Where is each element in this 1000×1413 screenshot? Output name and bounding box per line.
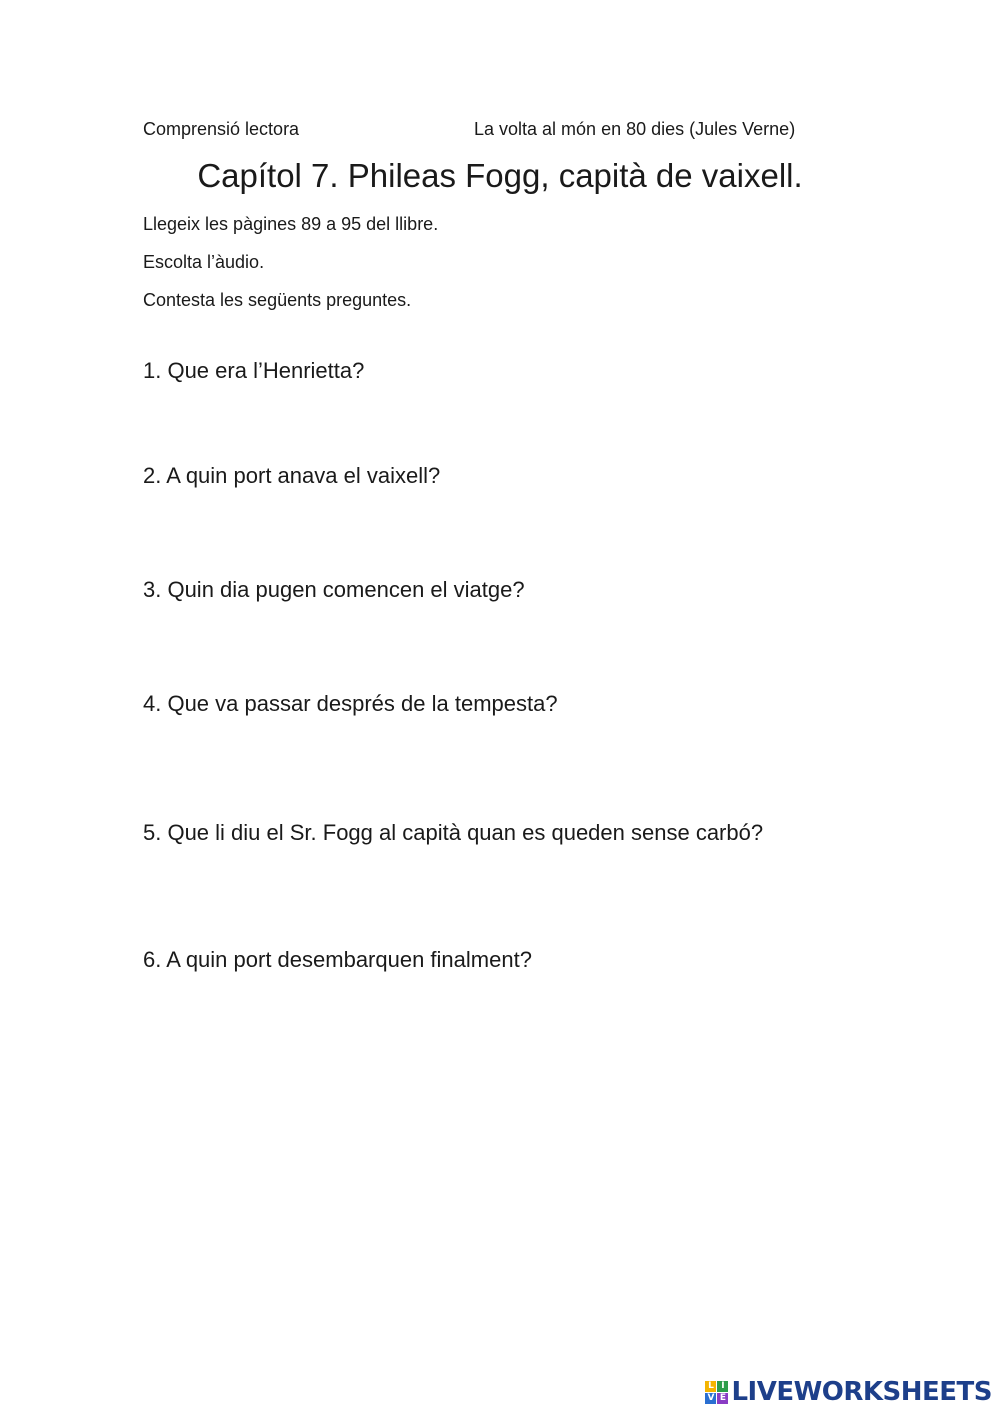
question-2: 2. A quin port anava el vaixell?: [143, 463, 441, 488]
instruction-answer: Contesta les següents preguntes.: [143, 290, 412, 310]
instruction-listen: Escolta l’àudio.: [143, 252, 265, 272]
question-1: 1. Que era l’Henrietta?: [143, 358, 365, 383]
question-4: 4. Que va passar després de la tempesta?: [143, 691, 558, 716]
liveworksheets-logo: [705, 1377, 992, 1407]
logo-text: LIVEWORKSHEETS: [731, 1377, 992, 1407]
question-6: 6. A quin port desembarquen finalment?: [143, 947, 532, 972]
header-subject: Comprensió lectora: [143, 119, 300, 139]
logo-mark-icon: [705, 1381, 728, 1404]
instruction-read: Llegeix les pàgines 89 a 95 del llibre.: [143, 214, 439, 234]
question-3: 3. Quin dia pugen comencen el viatge?: [143, 577, 525, 602]
page-title: Capítol 7. Phileas Fogg, capità de vaixell.: [197, 157, 803, 194]
logo-letter-e: E: [717, 1393, 728, 1404]
logo-letter-l: L: [705, 1381, 716, 1392]
logo-letter-v: V: [705, 1393, 716, 1404]
question-5: 5. Que li diu el Sr. Fogg al capità quan es queden sense carbó?: [143, 820, 764, 845]
header-book-title: La volta al món en 80 dies (Jules Verne): [474, 119, 796, 139]
logo-letter-i: I: [717, 1381, 728, 1392]
